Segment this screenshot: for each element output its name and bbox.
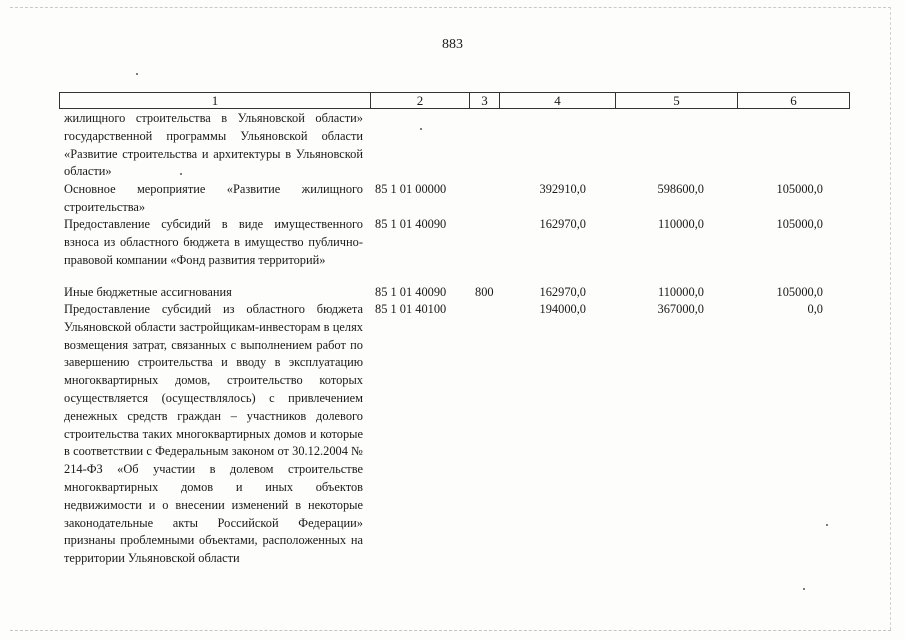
column-header-5: 5 <box>616 93 738 108</box>
scan-speck <box>420 128 422 130</box>
row-code: 85 1 01 40090 <box>375 285 447 299</box>
row-amount-col6: 0,0 <box>807 302 823 316</box>
row-amount-col5: 598600,0 <box>657 182 704 196</box>
table-header-row <box>59 92 850 109</box>
row-expense-type: 800 <box>475 285 494 299</box>
row-amount-col4: 392910,0 <box>539 182 586 196</box>
scan-edge-bottom <box>10 630 891 631</box>
row-code: 85 1 01 00000 <box>375 182 447 196</box>
column-header-2: 2 <box>371 93 470 108</box>
row-amount-col6: 105000,0 <box>776 285 823 299</box>
scan-edge-right <box>890 7 891 630</box>
scan-speck <box>826 524 828 526</box>
column-header-3: 3 <box>470 93 500 108</box>
row-amount-col6: 105000,0 <box>776 217 823 231</box>
scan-edge-top <box>10 7 891 8</box>
row-description: Основное мероприятие «Развитие жилищного строительства» <box>64 182 363 214</box>
row-code: 85 1 01 40100 <box>375 302 447 316</box>
row-description: Предоставление субсидий из областного бюджета Ульяновской области застройщикам-инвесторам в целях возмещения затрат, связанных с выполнением работ по завершению строительства и вводу в эксплуатацию многоквартирных домов, строительство которых осуществляется (осуществлялось) с привлечением денежных средств граждан – участников долевого строительства таких многоквартирных домов и которые в соответствии с Федеральным законом от 30.12.2004 № 214-ФЗ «Об участии в долевом строительстве многоквартирных домов и иных объектов недвижимости и о внесении изменений в некоторые законодательные акты Российской Федерации» признаны проблемными объектами, расположенных на территории Ульяновской области <box>64 302 363 566</box>
scan-speck <box>803 588 805 590</box>
row-description: жилищного строительства в Ульяновской области» государственной программы Ульяновской области «Развитие строительства и архитектуры в Ульяновской области» <box>64 111 363 179</box>
page-number: 883 <box>442 37 463 52</box>
row-amount-col6: 105000,0 <box>776 182 823 196</box>
scan-speck <box>180 173 182 175</box>
row-amount-col5: 110000,0 <box>657 217 704 231</box>
row-code: 85 1 01 40090 <box>375 217 447 231</box>
row-description: Предоставление субсидий в виде имущественного взноса из областного бюджета в имущество публично-правовой компании «Фонд развития территорий» <box>64 217 363 267</box>
column-header-4: 4 <box>500 93 616 108</box>
scan-speck <box>136 73 138 75</box>
row-description: Иные бюджетные ассигнования <box>64 285 232 299</box>
row-amount-col5: 367000,0 <box>657 302 704 316</box>
column-header-1: 1 <box>60 93 371 108</box>
row-amount-col4: 194000,0 <box>539 302 586 316</box>
column-header-6: 6 <box>790 93 797 108</box>
row-amount-col4: 162970,0 <box>539 217 586 231</box>
row-amount-col4: 162970,0 <box>539 285 586 299</box>
row-amount-col5: 110000,0 <box>657 285 704 299</box>
